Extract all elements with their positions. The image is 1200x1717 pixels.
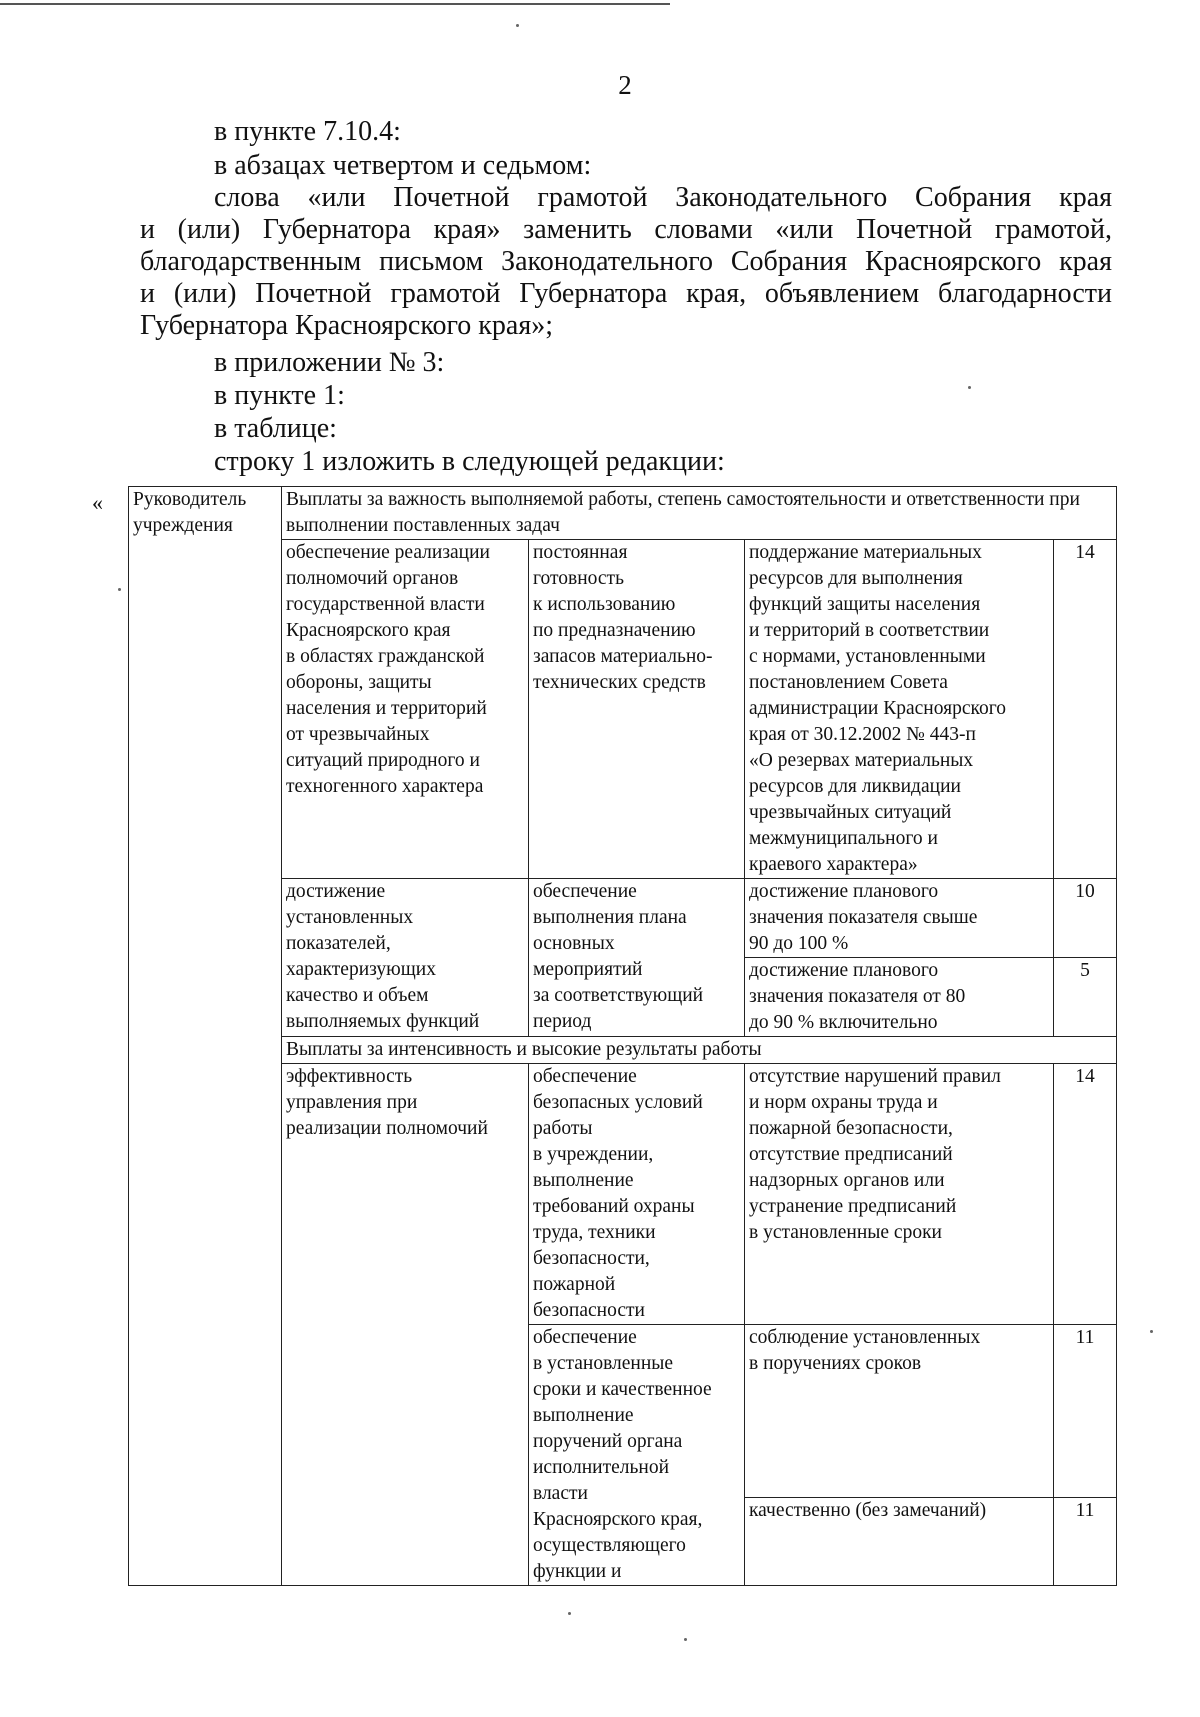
scan-speck bbox=[684, 1638, 687, 1641]
paragraph-point: в пункте 7.10.4: bbox=[214, 116, 401, 147]
value-cell: 14 bbox=[1054, 540, 1117, 879]
condition-cell: обеспечение выполнения плана основных мероприятий за соответствующий период bbox=[529, 879, 745, 1037]
paragraph-subparagraphs: в абзацах четвертом и седьмом: bbox=[214, 150, 592, 181]
section-header-intensity: Выплаты за интенсивность и высокие результаты работы bbox=[282, 1037, 1117, 1064]
scan-speck bbox=[568, 1612, 571, 1615]
text-line: и (или) Губернатора края» заменить словами «или Почетной грамотой, bbox=[140, 214, 1112, 245]
paragraph-appendix: в приложении № 3: bbox=[214, 347, 445, 378]
condition-cell: обеспечение безопасных условий работы в учреждении, выполнение требований охраны труда, техники безопасности, пожарной безопасности bbox=[529, 1064, 745, 1325]
paragraph-item: в пункте 1: bbox=[214, 380, 345, 411]
indicator-cell: соблюдение установленных в поручениях сроков bbox=[745, 1325, 1054, 1498]
indicator-cell: достижение планового значения показателя свыше 90 до 100 % bbox=[745, 879, 1054, 958]
text-line: Губернатора Красноярского края»; bbox=[140, 310, 553, 341]
indicator-cell: достижение планового значения показателя от 80 до 90 % включительно bbox=[745, 958, 1054, 1037]
scan-speck bbox=[968, 386, 971, 389]
value-cell: 11 bbox=[1054, 1325, 1117, 1498]
scan-speck bbox=[1150, 1330, 1153, 1333]
paragraph-table-ref: в таблице: bbox=[214, 413, 337, 444]
indicator-cell: качественно (без замечаний) bbox=[745, 1497, 1054, 1585]
criterion-cell: обеспечение реализации полномочий органов государственной власти Красноярского края в областях гражданской обороны, защиты населения и территорий от чрезвычайных ситуаций природного и техногенного характера bbox=[282, 540, 529, 879]
condition-cell: обеспечение в установленные сроки и качественное выполнение поручений органа исполнительной власти Красноярского края, осуществляющего функции и bbox=[529, 1325, 745, 1586]
top-rule bbox=[0, 3, 670, 5]
value-cell: 10 bbox=[1054, 879, 1117, 958]
scan-speck bbox=[118, 588, 121, 591]
text-line: слова «или Почетной грамотой Законодательного Собрания края bbox=[214, 182, 1112, 213]
table-row bbox=[129, 487, 1117, 540]
text-line: и (или) Почетной грамотой Губернатора края, объявлением благодарности bbox=[140, 278, 1112, 309]
payments-table bbox=[128, 486, 1117, 1586]
section-header-importance: Выплаты за важность выполняемой работы, степень самостоятельности и ответственности при выполнении поставленных задач bbox=[282, 487, 1117, 540]
text-line: благодарственным письмом Законодательного Собрания Красноярского края bbox=[140, 246, 1112, 277]
value-cell: 5 bbox=[1054, 958, 1117, 1037]
criterion-cell: достижение установленных показателей, характеризующих качество и объем выполняемых функций bbox=[282, 879, 529, 1037]
indicator-cell: отсутствие нарушений правил и норм охраны труда и пожарной безопасности, отсутствие предписаний надзорных органов или устранение предписаний в установленные сроки bbox=[745, 1064, 1054, 1325]
opening-quote: « bbox=[92, 490, 103, 515]
value-cell: 11 bbox=[1054, 1497, 1117, 1585]
indicator-cell: поддержание материальных ресурсов для выполнения функций защиты населения и территорий в соответствии с нормами, установленными постановлением Совета администрации Красноярского края от 30.12.2002 № 443-п «О резервах материальных ресурсов для ликвидации чрезвычайных ситуаций межмуниципального и краевого характера» bbox=[745, 540, 1054, 879]
criterion-cell: эффективность управления при реализации полномочий bbox=[282, 1064, 529, 1586]
scan-speck bbox=[516, 24, 519, 27]
value-cell: 14 bbox=[1054, 1064, 1117, 1325]
page-number: 2 bbox=[618, 70, 632, 100]
condition-cell: постоянная готовность к использованию по предназначению запасов материально- технических средств bbox=[529, 540, 745, 879]
paragraph-replacement bbox=[140, 182, 1112, 342]
paragraph-row-statement: строку 1 изложить в следующей редакции: bbox=[214, 446, 725, 477]
position-cell: Руководитель учреждения bbox=[129, 487, 282, 1586]
